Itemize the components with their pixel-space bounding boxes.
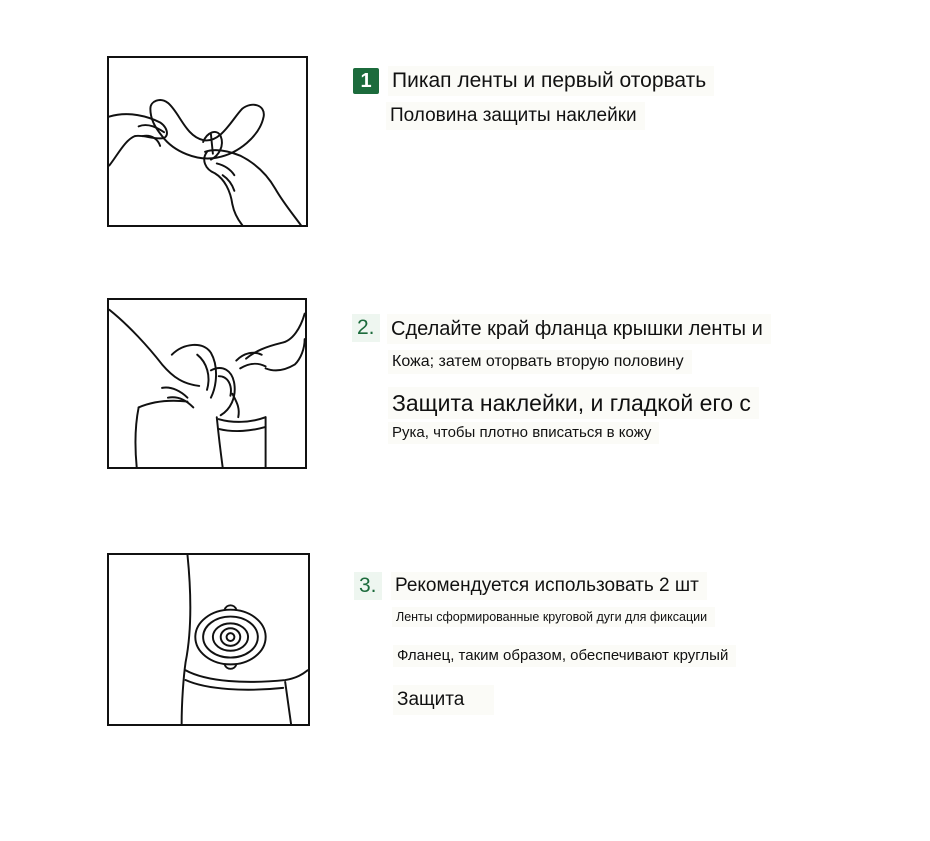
illustration-flange-tape <box>107 553 310 726</box>
illustration-peel-tape <box>107 56 308 227</box>
step-3-line-4: Защита <box>393 685 494 715</box>
step-1-line-2: Половина защиты наклейки <box>386 102 645 130</box>
illustration-apply-flange <box>107 298 307 469</box>
step-2-line-3: Защита наклейки, и гладкой его с <box>388 387 759 419</box>
step-3-line-3: Фланец, таким образом, обеспечивают круглый <box>393 645 736 667</box>
step-2-badge: 2. <box>352 314 380 342</box>
step-3-line-1: Рекомендуется использовать 2 шт <box>391 572 707 600</box>
step-2-line-4: Рука, чтобы плотно вписаться в кожу <box>388 422 659 444</box>
step-1-line-1: Пикап ленты и первый оторвать <box>388 66 714 96</box>
step-2-line-2: Кожа; затем оторвать вторую половину <box>388 350 692 374</box>
step-1-badge: 1 <box>353 68 379 94</box>
step-2-line-1: Сделайте край фланца крышки ленты и <box>387 314 771 344</box>
step-3-badge: 3. <box>354 572 382 600</box>
step-3-line-2: Ленты сформированные круговой дуги для фиксации <box>392 607 715 627</box>
